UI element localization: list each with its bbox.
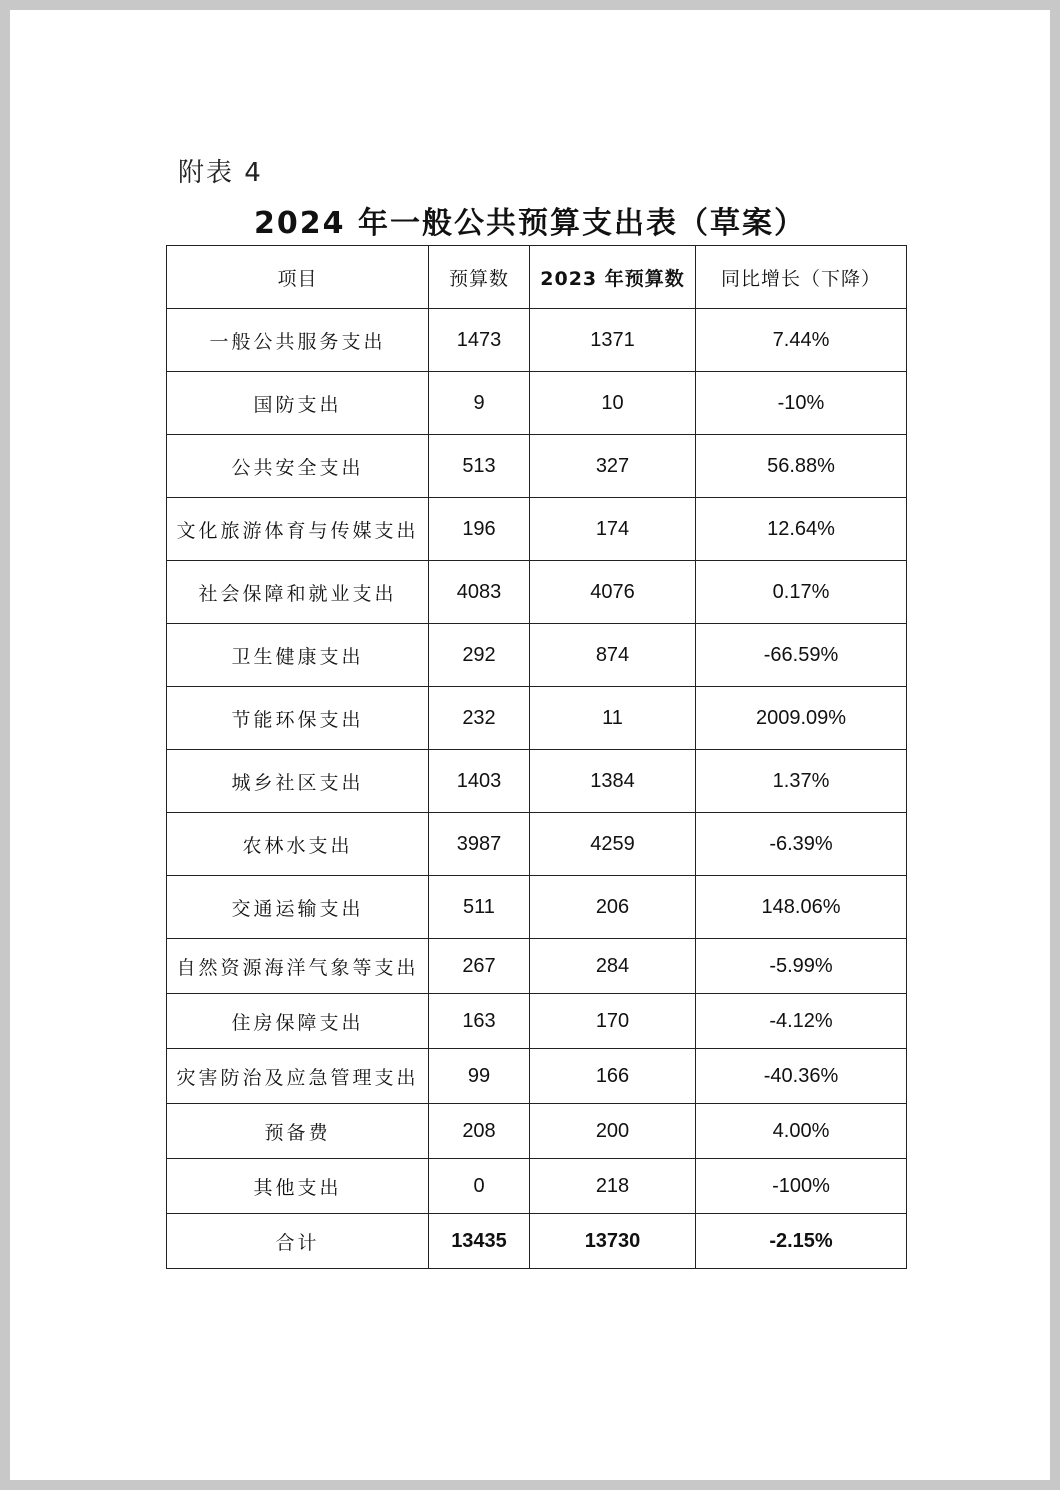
budget-cell: 3987 [429, 813, 530, 876]
change-cell: 2009.09% [696, 687, 907, 750]
budget-cell: 99 [429, 1049, 530, 1104]
item-cell: 一般公共服务支出 [167, 309, 429, 372]
table-row [167, 309, 907, 372]
prev-budget-cell: 174 [530, 498, 696, 561]
item-cell: 预备费 [167, 1104, 429, 1159]
item-cell: 卫生健康支出 [167, 624, 429, 687]
change-cell: 1.37% [696, 750, 907, 813]
budget-cell: 163 [429, 994, 530, 1049]
prev-budget-cell: 4076 [530, 561, 696, 624]
item-cell: 国防支出 [167, 372, 429, 435]
change-cell: 7.44% [696, 309, 907, 372]
column-header-change: 同比增长（下降） [696, 246, 907, 309]
budget-cell: 513 [429, 435, 530, 498]
total-change-cell: -2.15% [696, 1214, 907, 1269]
budget-cell: 1473 [429, 309, 530, 372]
change-cell: 4.00% [696, 1104, 907, 1159]
item-cell: 自然资源海洋气象等支出 [167, 939, 429, 994]
total-row [167, 1214, 907, 1269]
table-body [167, 309, 907, 1269]
table-header-row [167, 246, 907, 309]
table-row [167, 1049, 907, 1104]
table-row [167, 750, 907, 813]
budget-cell: 208 [429, 1104, 530, 1159]
table-row [167, 1104, 907, 1159]
item-cell: 文化旅游体育与传媒支出 [167, 498, 429, 561]
budget-table [166, 245, 907, 1269]
item-cell: 农林水支出 [167, 813, 429, 876]
budget-cell: 4083 [429, 561, 530, 624]
item-cell: 交通运输支出 [167, 876, 429, 939]
prev-budget-cell: 200 [530, 1104, 696, 1159]
change-cell: 56.88% [696, 435, 907, 498]
total-prev-budget-cell: 13730 [530, 1214, 696, 1269]
table-row [167, 939, 907, 994]
table-row [167, 813, 907, 876]
item-cell: 节能环保支出 [167, 687, 429, 750]
table-row [167, 498, 907, 561]
column-header-item: 项目 [167, 246, 429, 309]
prev-budget-cell: 170 [530, 994, 696, 1049]
total-item-cell: 合计 [167, 1214, 429, 1269]
change-cell: -10% [696, 372, 907, 435]
item-cell: 公共安全支出 [167, 435, 429, 498]
page-title: 2024 年一般公共预算支出表（草案） [254, 206, 806, 241]
prev-budget-cell: 218 [530, 1159, 696, 1214]
prev-budget-cell: 10 [530, 372, 696, 435]
prev-budget-cell: 206 [530, 876, 696, 939]
table-row [167, 1159, 907, 1214]
total-budget-cell: 13435 [429, 1214, 530, 1269]
budget-cell: 9 [429, 372, 530, 435]
prev-budget-cell: 166 [530, 1049, 696, 1104]
table-row [167, 876, 907, 939]
prev-budget-cell: 284 [530, 939, 696, 994]
change-cell: -4.12% [696, 994, 907, 1049]
prev-budget-cell: 1371 [530, 309, 696, 372]
prev-budget-cell: 4259 [530, 813, 696, 876]
table-row [167, 687, 907, 750]
change-cell: -5.99% [696, 939, 907, 994]
budget-cell: 196 [429, 498, 530, 561]
column-header-prev-budget: 2023 年预算数 [530, 246, 696, 309]
prev-budget-cell: 11 [530, 687, 696, 750]
table-row [167, 372, 907, 435]
prev-budget-cell: 874 [530, 624, 696, 687]
change-cell: -40.36% [696, 1049, 907, 1104]
item-cell: 灾害防治及应急管理支出 [167, 1049, 429, 1104]
budget-cell: 292 [429, 624, 530, 687]
budget-cell: 1403 [429, 750, 530, 813]
item-cell: 社会保障和就业支出 [167, 561, 429, 624]
budget-cell: 0 [429, 1159, 530, 1214]
item-cell: 住房保障支出 [167, 994, 429, 1049]
column-header-budget: 预算数 [429, 246, 530, 309]
change-cell: 148.06% [696, 876, 907, 939]
table-row [167, 994, 907, 1049]
change-cell: 12.64% [696, 498, 907, 561]
prev-budget-cell: 1384 [530, 750, 696, 813]
change-cell: -100% [696, 1159, 907, 1214]
item-cell: 城乡社区支出 [167, 750, 429, 813]
change-cell: 0.17% [696, 561, 907, 624]
annex-label: 附表 4 [178, 158, 263, 188]
prev-budget-cell: 327 [530, 435, 696, 498]
budget-cell: 511 [429, 876, 530, 939]
document-page [10, 10, 1050, 1480]
table-row [167, 561, 907, 624]
table-row [167, 624, 907, 687]
table-row [167, 435, 907, 498]
change-cell: -6.39% [696, 813, 907, 876]
change-cell: -66.59% [696, 624, 907, 687]
item-cell: 其他支出 [167, 1159, 429, 1214]
budget-cell: 267 [429, 939, 530, 994]
budget-cell: 232 [429, 687, 530, 750]
